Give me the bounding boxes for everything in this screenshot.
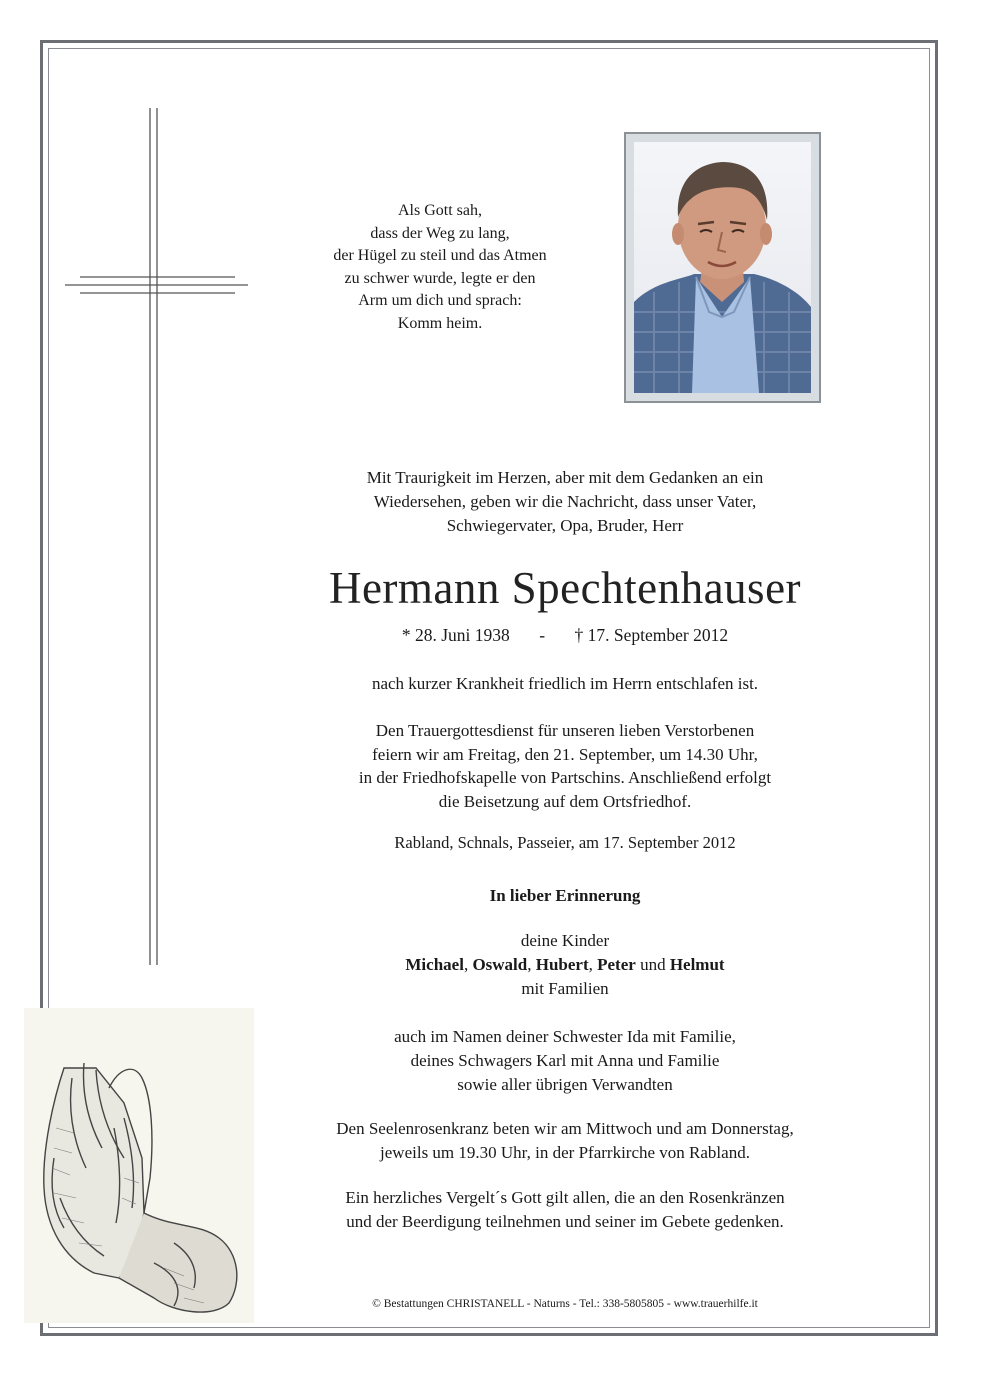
relatives-line: auch im Namen deiner Schwester Ida mit Familie, xyxy=(394,1027,736,1046)
poem-line: dass der Weg zu lang, xyxy=(370,224,510,242)
cross-icon xyxy=(60,100,250,970)
praying-hands-illustration xyxy=(24,1008,254,1323)
death-date: † 17. September 2012 xyxy=(574,625,729,645)
name-separator: , xyxy=(527,955,536,974)
announcement-intro xyxy=(260,466,870,538)
child-name: Hubert xyxy=(535,955,589,974)
service-line: in der Friedhofskapelle von Partschins. Anschließend erfolgt xyxy=(358,768,772,787)
life-dates xyxy=(260,623,870,647)
relatives-line: deines Schwagers Karl mit Anna und Familie xyxy=(410,1051,720,1070)
child-name: Michael xyxy=(405,955,464,974)
date-separator: - xyxy=(539,625,546,645)
passed-away-line: nach kurzer Krankheit friedlich im Herrn entschlafen ist. xyxy=(371,674,759,693)
intro-line: Wiedersehen, geben wir die Nachricht, dass unser Vater, xyxy=(373,492,757,511)
intro-line: Schwiegervater, Opa, Bruder, Herr xyxy=(446,516,684,535)
service-line: die Beisetzung auf dem Ortsfriedhof. xyxy=(438,791,692,811)
name-separator: und xyxy=(635,955,670,974)
child-name: Helmut xyxy=(669,955,725,974)
funeral-service-block xyxy=(260,719,870,813)
child-name: Peter xyxy=(597,955,636,974)
in-memory-heading: In lieber Erinnerung xyxy=(489,886,641,905)
children-block xyxy=(260,929,870,1001)
thanks-line: und der Beerdigung teilnehmen und seiner im Gebete gedenken. xyxy=(346,1212,784,1231)
with-families: mit Familien xyxy=(521,979,609,998)
children-intro: deine Kinder xyxy=(520,931,610,950)
poem-line: zu schwer wurde, legte er den xyxy=(344,269,536,287)
rosary-line: Den Seelenrosenkranz beten wir am Mittwoch und am Donnerstag, xyxy=(336,1119,794,1138)
poem-block xyxy=(300,200,580,335)
rosary-block xyxy=(260,1117,870,1165)
thanks-block xyxy=(260,1186,870,1234)
poem-line: Komm heim. xyxy=(397,314,483,332)
portrait-photo xyxy=(634,142,811,393)
thanks-line: Ein herzliches Vergelt´s Gott gilt allen, die an den Rosenkränzen xyxy=(345,1188,785,1207)
service-line: Den Trauergottesdienst für unseren lieben Verstorbenen xyxy=(375,721,755,740)
relatives-line: sowie aller übrigen Verwandten xyxy=(457,1075,673,1094)
footer-credit: © Bestattungen CHRISTANELL - Naturns - Tel.: 338-5805805 - www.trauerhilfe.it xyxy=(372,1298,758,1310)
portrait-photo-frame xyxy=(624,132,821,403)
relatives-block xyxy=(260,1025,870,1097)
place-and-date: Rabland, Schnals, Passeier, am 17. September 2012 xyxy=(394,833,736,852)
birth-date: * 28. Juni 1938 xyxy=(401,625,510,645)
poem-line: Arm um dich und sprach: xyxy=(358,292,522,309)
children-names xyxy=(260,953,870,977)
praying-hands-icon xyxy=(24,1008,254,1323)
poem-line: der Hügel zu steil und das Atmen xyxy=(333,247,547,264)
deceased-name: Hermann Spechtenhauser xyxy=(328,563,802,613)
name-separator: , xyxy=(588,955,598,974)
service-line: feiern wir am Freitag, den 21. September, um 14.30 Uhr, xyxy=(372,744,758,764)
intro-line: Mit Traurigkeit im Herzen, aber mit dem Gedanken an ein xyxy=(366,468,764,487)
poem-line: Als Gott sah, xyxy=(398,202,482,219)
portrait-person-icon xyxy=(634,142,811,393)
name-separator: , xyxy=(463,955,473,974)
rosary-line: jeweils um 19.30 Uhr, in der Pfarrkirche von Rabland. xyxy=(380,1143,750,1162)
child-name: Oswald xyxy=(472,955,528,974)
